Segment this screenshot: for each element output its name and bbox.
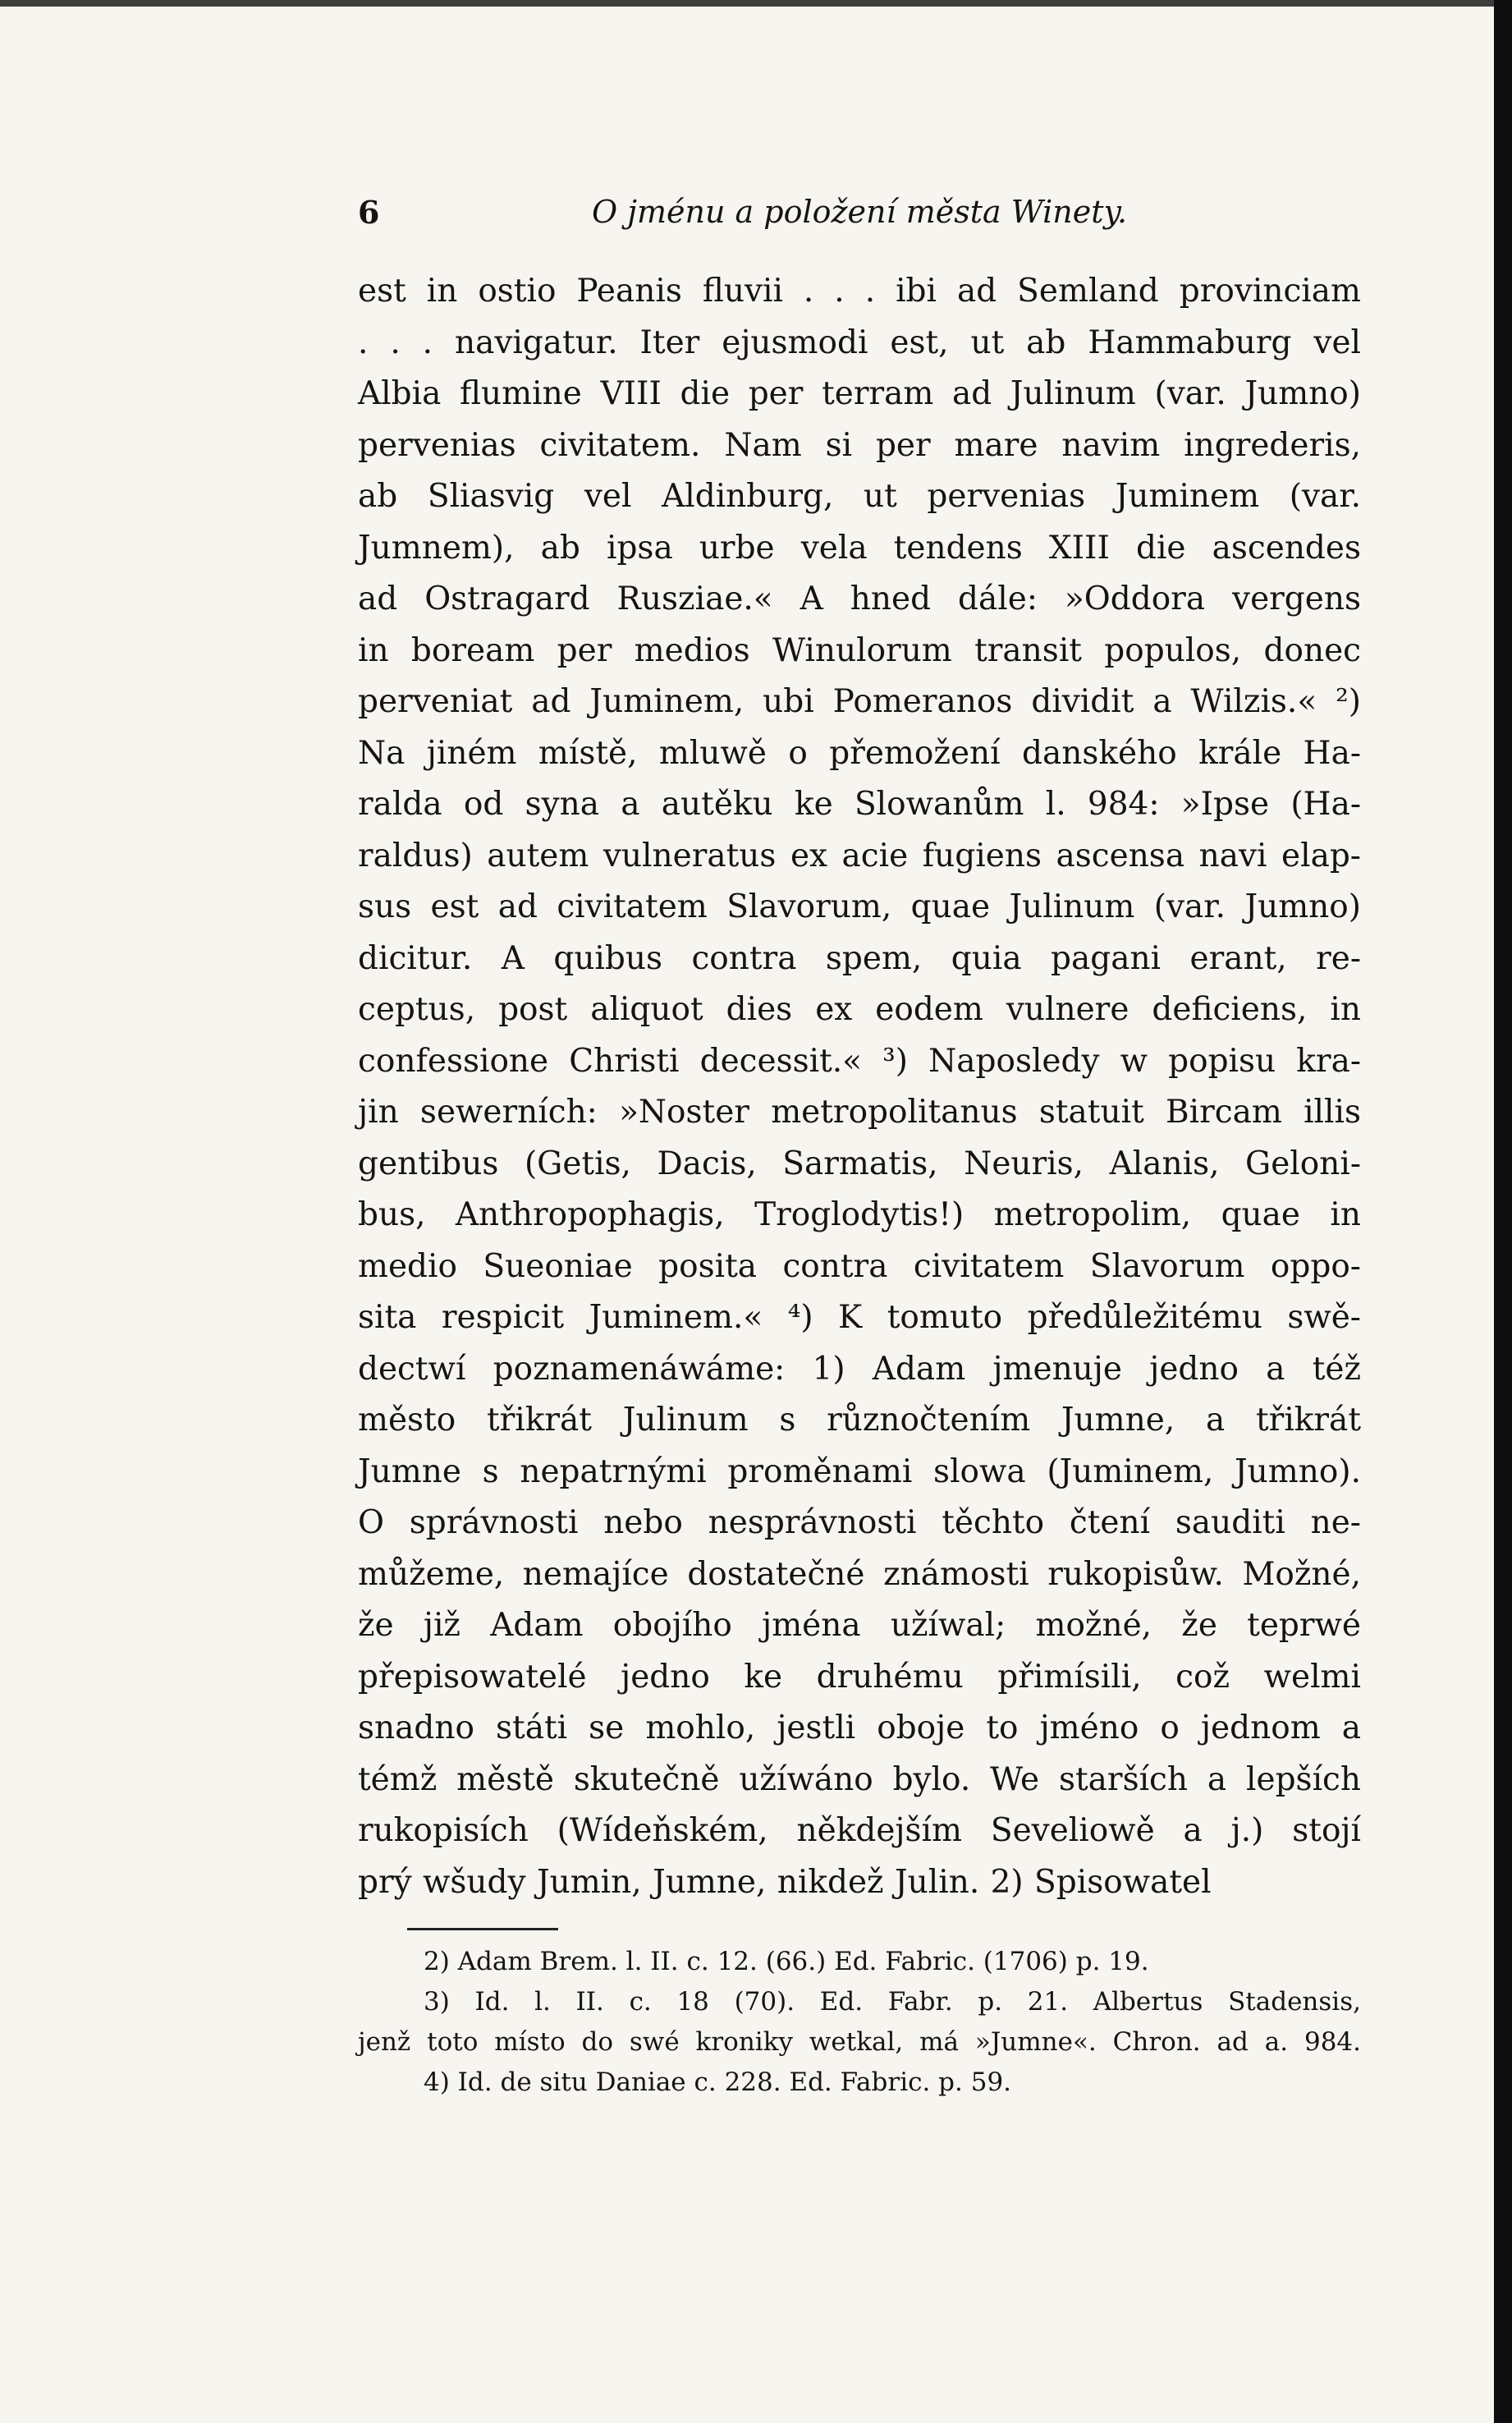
- footnote-2: 2) Adam Brem. l. II. c. 12. (66.) Ed. Fabric. (1706) p. 19.: [424, 1947, 1149, 1976]
- body-line: snadno státi se mohlo, jestli oboje to jméno o jednom a: [358, 1709, 1361, 1746]
- body-line: Na jiném místě, mluwě o přemožení danského krále Ha-: [358, 734, 1361, 772]
- body-line: Jumne s nepatrnými proměnami slowa (Juminem, Jumno).: [358, 1452, 1361, 1490]
- scan-top-edge: [0, 0, 1512, 7]
- body-line: . . . navigatur. Iter ejusmodi est, ut ab Hammaburg vel: [358, 324, 1361, 361]
- body-line: medio Sueoniae posita contra civitatem Slavorum oppo-: [358, 1247, 1361, 1285]
- body-line: ralda od syna a autěku ke Slowanům l. 984: »Ipse (Ha-: [358, 786, 1361, 823]
- page-number: 6: [358, 194, 380, 231]
- body-line: pervenias civitatem. Nam si per mare navim ingrederis,: [358, 426, 1361, 464]
- scan-right-edge: [1494, 0, 1512, 2423]
- body-line: prý wšudy Jumin, Jumne, nikdež Julin. 2) Spisowatel: [358, 1863, 1212, 1901]
- body-line: O správnosti nebo nesprávnosti těchto čtení sauditi ne-: [358, 1504, 1361, 1541]
- body-text: [358, 266, 1361, 1908]
- book-page: [358, 194, 1361, 2103]
- body-line: sita respicit Juminem.« ⁴) K tomuto předůležitému swě-: [358, 1299, 1361, 1336]
- body-line: est in ostio Peanis fluvii . . . ibi ad Semland provinciam: [358, 273, 1361, 310]
- body-line: sus est ad civitatem Slavorum, quae Julinum (var. Jumno): [358, 888, 1361, 925]
- footnotes: [358, 1942, 1361, 2103]
- body-line: ab Sliasvig vel Aldinburg, ut pervenias Juminem (var.: [358, 478, 1361, 515]
- body-line: confessione Christi decessit.« ³) Naposledy w popisu kra-: [358, 1042, 1361, 1080]
- body-line: můžeme, nemajíce dostatečné známosti rukopisůw. Možné,: [358, 1555, 1361, 1593]
- body-line: dectwí poznamenáwáme: 1) Adam jmenuje jedno a též: [358, 1350, 1361, 1388]
- body-line: město třikrát Julinum s různočtením Jumne, a třikrát: [358, 1402, 1361, 1439]
- footnote-3-continued: jenž toto místo do swé kroniky wetkal, má »Jumne«. Chron. ad a. 984.: [358, 2027, 1361, 2057]
- body-line: jin sewerních: »Noster metropolitanus statuit Bircam illis: [358, 1094, 1361, 1131]
- footnote-rule: [407, 1928, 558, 1930]
- body-line: in boream per medios Winulorum transit populos, donec: [358, 631, 1361, 669]
- body-line: gentibus (Getis, Dacis, Sarmatis, Neuris, Alanis, Geloni-: [358, 1145, 1361, 1182]
- running-title: O jménu a položení města Winety.: [591, 194, 1128, 230]
- body-line: rukopisích (Wídeňském, někdejším Seveliowě a j.) stojí: [358, 1812, 1361, 1849]
- body-line: raldus) autem vulneratus ex acie fugiens ascensa navi elap-: [358, 837, 1361, 874]
- body-line: Albia flumine VIII die per terram ad Julinum (var. Jumno): [358, 375, 1361, 412]
- running-head: [358, 194, 1361, 248]
- body-line: přepisowatelé jedno ke druhému přimísili, což welmi: [358, 1658, 1361, 1696]
- body-line: ceptus, post aliquot dies ex eodem vulnere deficiens, in: [358, 991, 1361, 1028]
- footnote-4: 4) Id. de situ Daniae c. 228. Ed. Fabric. p. 59.: [424, 2067, 1012, 2097]
- body-line: bus, Anthropophagis, Troglodytis!) metropolim, quae in: [358, 1196, 1361, 1233]
- body-line: perveniat ad Juminem, ubi Pomeranos dividit a Wilzis.« ²): [358, 683, 1361, 720]
- body-line: témž městě skutečně užíwáno bylo. We starších a lepších: [358, 1760, 1361, 1798]
- body-line: dicitur. A quibus contra spem, quia pagani erant, re-: [358, 939, 1361, 977]
- footnote-3: 3) Id. l. II. c. 18 (70). Ed. Fabr. p. 21. Albertus Stadensis,: [424, 1987, 1361, 2017]
- body-line: ad Ostragard Rusziae.« A hned dále: »Oddora vergens: [358, 581, 1361, 617]
- body-line: že již Adam obojího jména užíwal; možné, že teprwé: [358, 1607, 1361, 1644]
- body-line: Jumnem), ab ipsa urbe vela tendens XIII die ascendes: [358, 529, 1361, 567]
